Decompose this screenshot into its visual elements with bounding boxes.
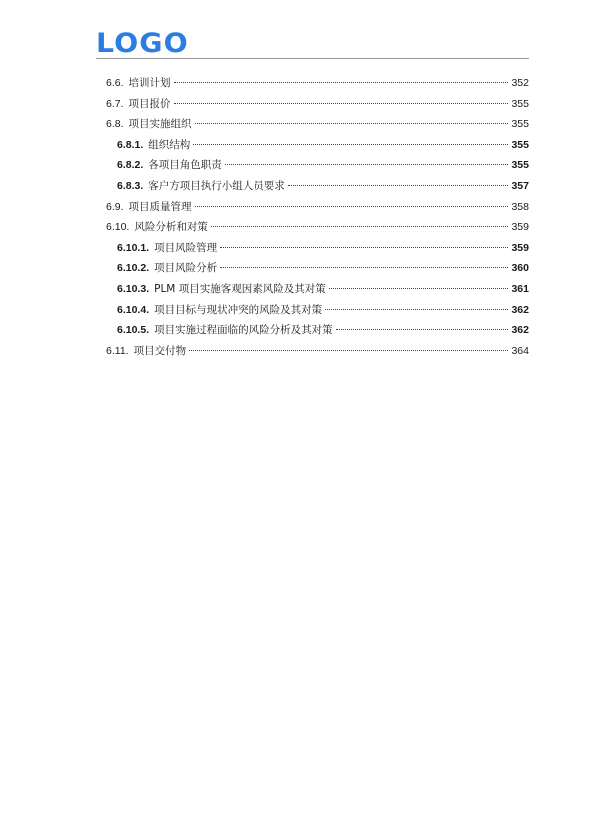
- logo: LOGO: [96, 28, 189, 59]
- header-divider: [96, 58, 529, 59]
- toc-entry-number: 6.8.2.: [117, 159, 144, 172]
- toc-entry-page-number: 355: [511, 118, 529, 131]
- toc-entry-title: 培训计划: [128, 77, 171, 89]
- toc-dot-leader: [195, 206, 509, 207]
- toc-dot-leader: [189, 350, 508, 351]
- toc-dot-leader: [220, 267, 508, 268]
- toc-entry[interactable]: [106, 220, 529, 234]
- toc-entry-number: 6.10.1.: [117, 241, 150, 254]
- toc-entry[interactable]: [106, 117, 529, 131]
- toc-entry-number: 6.11.: [106, 344, 129, 357]
- toc-entry[interactable]: [117, 303, 529, 317]
- toc-entry-title: 项目实施过程面临的风险分析及其对策: [154, 324, 333, 337]
- toc-entry-title: 各项目角色职责: [148, 159, 222, 172]
- toc-entry-page-number: 355: [511, 138, 529, 151]
- toc-entry-title: 项目交付物: [133, 344, 187, 357]
- toc-entry-number: 6.6.: [106, 77, 124, 89]
- toc-entry-page-number: 355: [511, 159, 529, 172]
- toc-entry-title: PLM 项目实施客观因素风险及其对策: [154, 283, 326, 295]
- toc-entry[interactable]: [106, 97, 529, 111]
- toc-entry-title: 项目报价: [128, 97, 171, 110]
- toc-entry-page-number: 360: [511, 262, 529, 275]
- toc-dot-leader: [225, 164, 509, 165]
- toc-entry[interactable]: [117, 179, 529, 193]
- toc-dot-leader: [336, 329, 509, 330]
- toc-entry-number: 6.10.: [106, 221, 130, 234]
- toc-dot-leader: [193, 144, 508, 145]
- toc-entry-number: 6.10.4.: [117, 303, 150, 316]
- toc-entry-title: 风险分析和对策: [134, 221, 208, 234]
- toc-dot-leader: [195, 123, 509, 124]
- toc-dot-leader: [211, 226, 509, 227]
- toc-entry-title: 组织结构: [148, 138, 191, 151]
- toc-entry-number: 6.8.: [106, 118, 124, 131]
- toc-entry-title: 项目目标与现状冲突的风险及其对策: [154, 303, 323, 316]
- toc-entry-page-number: 359: [511, 241, 529, 254]
- toc-entry-number: 6.8.1.: [117, 138, 144, 151]
- toc-entry-page-number: 364: [511, 344, 529, 357]
- toc-entry-number: 6.9.: [106, 200, 124, 213]
- toc-entry-number: 6.7.: [106, 97, 124, 110]
- toc-dot-leader: [174, 103, 509, 104]
- toc-dot-leader: [325, 309, 508, 310]
- toc-entry[interactable]: [106, 76, 529, 90]
- toc-entry-page-number: 358: [511, 200, 529, 213]
- toc-entry-number: 6.10.5.: [117, 324, 150, 337]
- toc-entry[interactable]: [106, 344, 529, 358]
- toc-entry-title: 项目实施组织: [128, 118, 192, 131]
- toc-dot-leader: [174, 82, 509, 83]
- toc-entry-number: 6.8.3.: [117, 180, 144, 192]
- toc-entry[interactable]: [117, 138, 529, 152]
- toc-entry-page-number: 355: [511, 97, 529, 110]
- toc-entry-page-number: 362: [511, 324, 529, 337]
- toc-entry[interactable]: [117, 158, 529, 172]
- toc-entry-page-number: 362: [511, 303, 529, 316]
- toc-dot-leader: [288, 185, 509, 186]
- toc-entry-page-number: 361: [511, 283, 529, 295]
- toc-entry[interactable]: [117, 323, 529, 337]
- toc-dot-leader: [329, 288, 509, 289]
- toc-entry[interactable]: [117, 241, 529, 255]
- toc-entry[interactable]: [117, 282, 529, 296]
- toc-dot-leader: [220, 247, 508, 248]
- toc-entry-title: 客户方项目执行小组人员要求: [148, 180, 285, 192]
- toc-entry-page-number: 359: [511, 221, 529, 234]
- toc-entry[interactable]: [117, 261, 529, 275]
- toc-entry-number: 6.10.2.: [117, 262, 150, 275]
- toc-entry-page-number: 357: [511, 180, 529, 192]
- toc-entry-title: 项目风险分析: [154, 262, 218, 275]
- toc-entry[interactable]: [106, 200, 529, 214]
- toc-entry-title: 项目风险管理: [154, 241, 218, 254]
- toc-entry-number: 6.10.3.: [117, 283, 150, 295]
- toc-entry-title: 项目质量管理: [128, 200, 192, 213]
- toc-entry-page-number: 352: [511, 77, 529, 89]
